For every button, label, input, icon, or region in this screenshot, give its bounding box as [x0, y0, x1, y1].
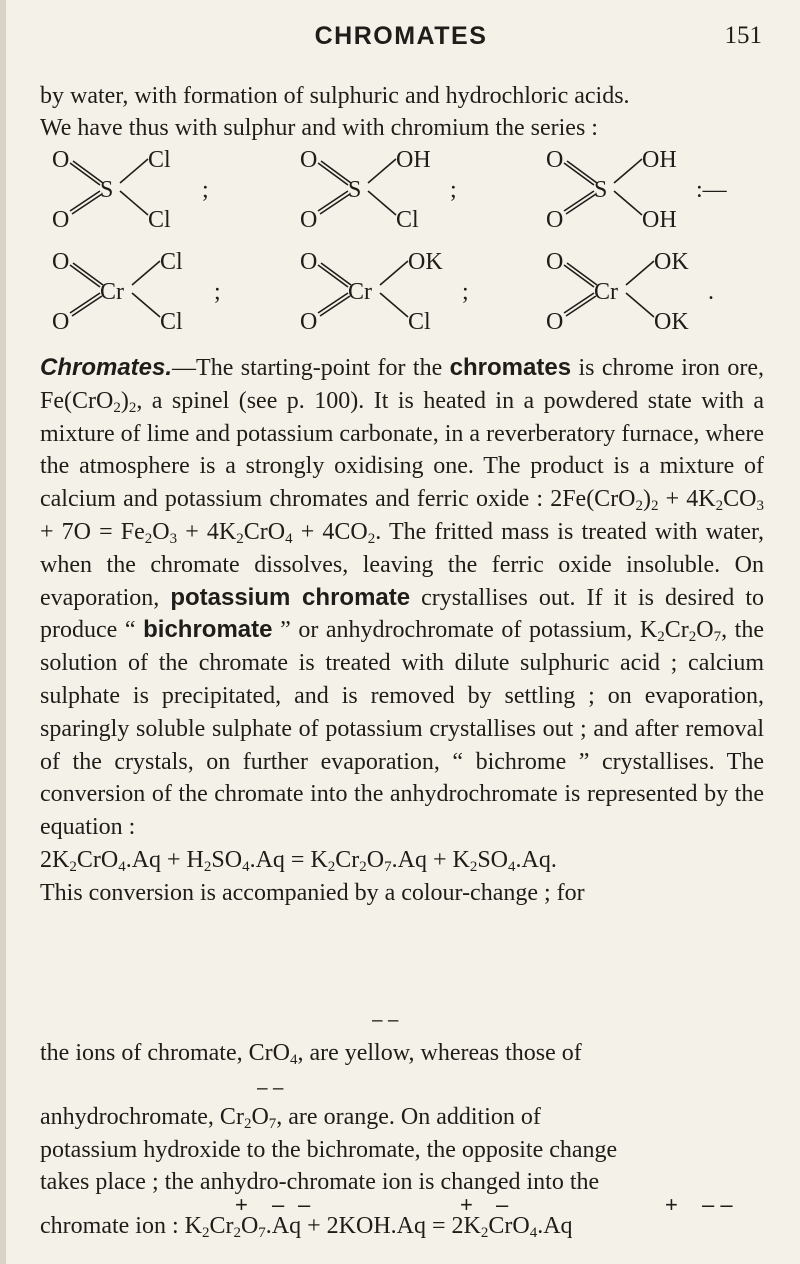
oxygen-atom-top: O — [300, 147, 318, 173]
text-run: + 4K — [177, 518, 237, 545]
bond-line — [614, 159, 642, 183]
text-run: + 4CO — [292, 518, 368, 545]
subscript: 2 — [480, 1225, 489, 1241]
closing-paragraph — [40, 1101, 764, 1199]
subscript: 2 — [69, 858, 77, 875]
text-run: SO — [477, 846, 509, 873]
substituent-bottom: Cl — [408, 309, 431, 335]
anhydrochromate-line — [40, 1101, 764, 1134]
subscript: 7 — [258, 1225, 266, 1241]
text-run: O — [240, 1213, 259, 1239]
oxygen-atom-bottom: O — [52, 309, 70, 335]
bond-line — [566, 296, 596, 316]
text-run: Cr — [335, 846, 360, 873]
substituent-top: OH — [642, 147, 677, 173]
subscript: 2 — [144, 530, 153, 547]
subscript: 2 — [128, 399, 137, 416]
subscript: 2 — [243, 1116, 252, 1132]
subscript: 4 — [118, 858, 126, 875]
final-equation — [40, 1210, 764, 1242]
subscript: 2 — [201, 1225, 210, 1241]
text-run: CO — [723, 486, 757, 513]
text-run: , are orange. On addition of — [276, 1104, 541, 1130]
text-run: .Aq + K — [391, 846, 470, 873]
chromates-section — [40, 352, 764, 910]
minus-sign: – — [298, 1192, 311, 1217]
oxygen-atom-top: O — [52, 249, 70, 275]
formula-separator: :— — [696, 177, 727, 203]
bond-line — [320, 194, 350, 214]
formula-separator: ; — [202, 177, 209, 203]
substituent-top: Cl — [148, 147, 171, 173]
text-run: ) — [120, 387, 129, 414]
central-atom: Cr — [100, 279, 124, 305]
subscript: 2 — [367, 530, 376, 547]
term-chromates: chromates — [449, 354, 572, 381]
conversion-equation — [40, 844, 764, 877]
closing-lines — [40, 1037, 764, 1083]
chromates-paragraph — [40, 352, 764, 844]
structural-formulas — [48, 145, 764, 345]
text-run: the ions of chromate, CrO — [40, 1040, 290, 1066]
bond-line — [564, 293, 594, 313]
bond-line — [72, 194, 102, 214]
chromate-ion-equation — [40, 1210, 764, 1242]
bond-line — [120, 191, 148, 215]
central-atom: S — [594, 177, 608, 203]
subscript: 2 — [688, 629, 697, 646]
text-run: .Aq = K — [249, 846, 328, 873]
text-run: . The fritted mass is treated with water, when the chromate dissolves, leaving the ferric oxide insoluble. On evaporation, — [40, 518, 764, 611]
subscript: 4 — [508, 858, 516, 875]
subscript: 2 — [635, 498, 644, 515]
central-atom: Cr — [348, 279, 372, 305]
text-run: CrO — [243, 518, 286, 545]
text-run: , the solution of the chromate is treated with dilute sulphuric acid ; calcium sulphate is precipitated, and is removed by settling ; on evaporation, sparingly soluble sulphate of potassium crystallises out ; and after removal of the crystals, on further evaporation, “ bichrome ” crystallises. The conversion of the chromate into the anhydrochromate is represented by the equation : — [40, 617, 764, 841]
oxygen-atom-bottom: O — [546, 309, 564, 335]
bond-line — [564, 163, 594, 185]
text-run: ” or anhydrochromate of potassium, K — [272, 617, 658, 644]
text-run: anhydrochromate, Cr — [40, 1104, 244, 1130]
subscript: 7 — [268, 1116, 277, 1132]
text-run: .Aq. — [515, 846, 557, 873]
bond-line — [321, 161, 351, 183]
subscript: 2 — [359, 858, 367, 875]
formula-separator: . — [708, 279, 714, 305]
subscript: 3 — [169, 530, 178, 547]
bond-line — [368, 159, 396, 183]
text-run: O — [251, 1104, 269, 1130]
substituent-top: Cl — [160, 249, 183, 275]
text-run: crystallises out. If it is desired to produce “ — [40, 584, 764, 644]
minus-sign: – — [496, 1192, 509, 1217]
central-atom: S — [348, 177, 362, 203]
text-run: , a spinel (see p. 100). It is heated in a powdered state with a mixture of lime and potassium carbonate, in a reverberatory furnace, where the atmosphere is a strongly oxidising one. The product is a mixture of calcium and potassium chromates and ferric oxide : 2Fe(CrO — [40, 387, 764, 513]
bond-line — [321, 263, 351, 285]
section-heading: Chromates. — [40, 354, 173, 381]
bond-line — [626, 261, 654, 285]
bond-line — [70, 265, 100, 287]
central-atom: Cr — [594, 279, 618, 305]
oxygen-atom-bottom: O — [300, 309, 318, 335]
ion-charge-marks-chromate — [40, 1010, 764, 1040]
text-run: Cr — [209, 1213, 234, 1239]
text-run: .Aq + 2KOH.Aq = 2K — [265, 1213, 481, 1239]
minus-minus-sign: – – — [702, 1192, 733, 1217]
text-run: O — [366, 846, 385, 873]
subscript: 4 — [289, 1052, 298, 1068]
subscript: 3 — [756, 498, 764, 515]
hydroxide-line: potassium hydroxide to the bichromate, the opposite change — [40, 1136, 618, 1163]
bond-line — [380, 293, 408, 317]
subscript: 4 — [529, 1225, 538, 1241]
bond-line — [132, 261, 160, 285]
substituent-bottom: OK — [654, 309, 689, 335]
bond-line — [132, 293, 160, 317]
bond-line — [566, 194, 596, 214]
intro-paragraph — [40, 80, 764, 144]
oxygen-atom-top: O — [546, 147, 564, 173]
bond-line — [564, 191, 594, 211]
bond-line — [614, 191, 642, 215]
substituent-top: OH — [396, 147, 431, 173]
oxygen-atom-bottom: O — [52, 207, 70, 233]
bond-line — [567, 161, 597, 183]
subscript: 2 — [113, 399, 121, 416]
text-run: 2K — [40, 846, 70, 873]
ion-charge-minus-minus: – – — [372, 1010, 399, 1031]
bond-line — [318, 191, 348, 211]
subscript: 2 — [236, 530, 244, 547]
text-run: Cr — [664, 617, 689, 644]
structural-formula-figure — [48, 145, 764, 345]
bond-line — [70, 293, 100, 313]
bond-line — [564, 265, 594, 287]
subscript: 2 — [233, 1225, 241, 1241]
bond-line — [70, 163, 100, 185]
text-run: chromate ion : K — [40, 1213, 202, 1239]
bond-line — [120, 159, 148, 183]
ion-charge-minus-minus: – – — [257, 1078, 284, 1099]
subscript: 4 — [242, 858, 250, 875]
formula-separator: ; — [450, 177, 457, 203]
minus-sign: – — [272, 1192, 285, 1217]
bond-line — [380, 261, 408, 285]
oxygen-atom-bottom: O — [546, 207, 564, 233]
chromate-ion-line — [40, 1037, 764, 1069]
page-title: CHROMATES — [314, 22, 488, 50]
text-run: is chrome iron ore, Fe(CrO — [40, 355, 764, 414]
page-binding-edge — [0, 0, 6, 1264]
text-run: , are yellow, whereas those of — [297, 1040, 582, 1066]
bond-line — [318, 293, 348, 313]
subscript: 2 — [651, 498, 659, 515]
substituent-bottom: Cl — [396, 207, 419, 233]
subscript: 4 — [285, 530, 293, 547]
subscript: 2 — [657, 629, 665, 646]
text-run: SO — [211, 846, 243, 873]
bond-line — [368, 191, 396, 215]
formula-separator: ; — [214, 279, 221, 305]
bond-line — [320, 296, 350, 316]
bond-line — [567, 263, 597, 285]
oxygen-atom-top: O — [300, 249, 318, 275]
text-run: O — [152, 518, 170, 545]
running-header — [40, 22, 762, 62]
text-run: O — [696, 617, 714, 644]
text-run: + 4K — [658, 486, 716, 513]
bond-line — [73, 161, 103, 183]
substituent-bottom: OH — [642, 207, 677, 233]
oxygen-atom-top: O — [546, 249, 564, 275]
subscript: 7 — [384, 858, 392, 875]
oxygen-atom-top: O — [52, 147, 70, 173]
bond-line — [72, 296, 102, 316]
subscript: 2 — [203, 858, 212, 875]
text-run: ) — [643, 486, 652, 513]
page-number: 151 — [724, 22, 762, 49]
plus-sign: + — [665, 1192, 678, 1217]
term-potassium-chromate: potassium chromate — [170, 583, 411, 611]
bond-line — [73, 263, 103, 285]
central-atom: S — [100, 177, 114, 203]
intro-line-1: by water, with formation of sulphuric and hydrochloric acids. — [40, 83, 630, 109]
substituent-bottom: Cl — [148, 207, 171, 233]
subscript: 2 — [327, 858, 336, 875]
substituent-bottom: Cl — [160, 309, 183, 335]
plus-sign: + — [460, 1192, 473, 1217]
bond-line — [70, 191, 100, 211]
bond-line — [318, 163, 348, 185]
text-run: .Aq — [537, 1213, 573, 1239]
substituent-top: OK — [408, 249, 443, 275]
oxygen-atom-bottom: O — [300, 207, 318, 233]
term-bichromate: bichromate — [143, 616, 273, 644]
plus-sign: + — [235, 1192, 248, 1217]
text-run: —The starting-point for the — [172, 355, 450, 381]
text-run: CrO — [76, 846, 119, 873]
bond-line — [318, 265, 348, 287]
substituent-top: OK — [654, 249, 689, 275]
intro-line-2: We have thus with sulphur and with chromium the series : — [40, 115, 598, 141]
anhydro-ion-line: takes place ; the anhydro-chromate ion is changed into the — [40, 1169, 600, 1195]
subscript: 7 — [713, 629, 722, 646]
formula-separator: ; — [462, 279, 469, 305]
bond-line — [626, 293, 654, 317]
colour-change-line: This conversion is accompanied by a colour-change ; for — [40, 879, 585, 906]
subscript: 2 — [715, 498, 724, 515]
text-run: CrO — [488, 1213, 530, 1239]
subscript: 2 — [469, 858, 478, 875]
text-run: + 7O = Fe — [40, 518, 145, 545]
text-run: .Aq + H — [125, 846, 204, 873]
